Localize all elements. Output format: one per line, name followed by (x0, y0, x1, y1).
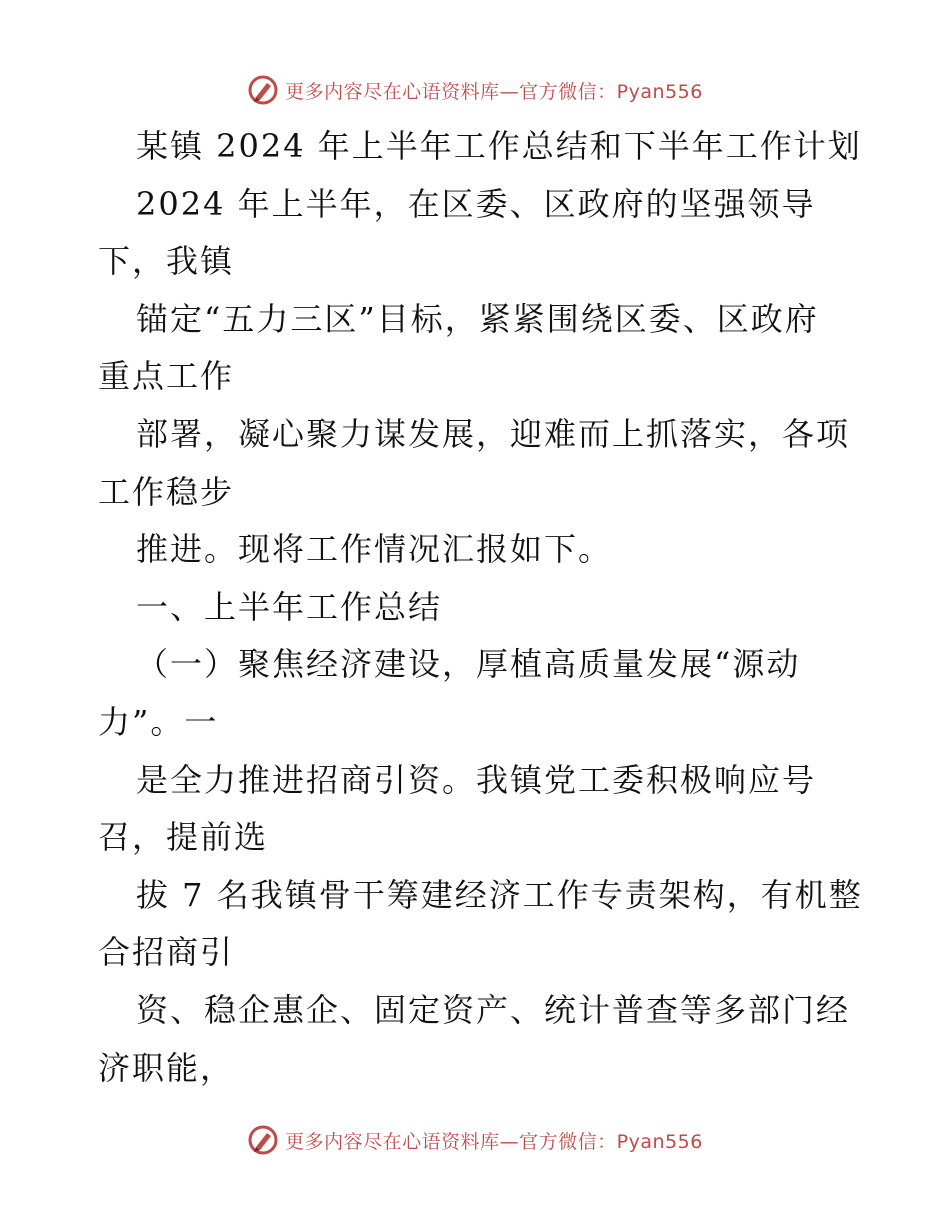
paragraph-line: 力”。一 (98, 702, 219, 741)
watermark-text: 更多内容尽在心语资料库—官方微信：Pyan556 (285, 1130, 703, 1153)
watermark-banner-top (0, 70, 950, 110)
paragraph-line: 工作稳步 (98, 472, 235, 511)
paragraph-line: 2024 年上半年，在区委、区政府的坚强领导 (136, 184, 816, 223)
paragraph-line: 锚定“五力三区”目标，紧紧围绕区委、区政府 (136, 299, 819, 338)
paragraph-line: 拔 7 名我镇骨干筹建经济工作专责架构，有机整 (136, 875, 863, 914)
paragraph-line: 济职能， (98, 1048, 235, 1087)
subsection-heading: （一）聚焦经济建设，厚植高质量发展“源动 (136, 645, 801, 684)
watermark-banner-bottom (0, 1120, 950, 1160)
paragraph-line: 是全力推进招商引资。我镇党工委积极响应号 (136, 760, 817, 799)
paragraph-line: 资、稳企惠企、固定资产、统计普查等多部门经 (136, 990, 851, 1029)
paragraph-line: 召，提前选 (98, 818, 269, 857)
paragraph-line: 部署，凝心聚力谋发展，迎难而上抓落实，各项 (136, 414, 851, 453)
pen-circle-logo-icon (247, 74, 279, 106)
pen-circle-logo-icon (247, 1124, 279, 1156)
section-heading: 一、上半年工作总结 (136, 587, 443, 626)
paragraph-line: 推进。现将工作情况汇报如下。 (136, 530, 613, 569)
paragraph-line: 重点工作 (98, 357, 235, 396)
paragraph-line: 下，我镇 (98, 242, 235, 281)
paragraph-line: 合招商引 (98, 933, 235, 972)
doc-title: 某镇 2024 年上半年工作总结和下半年工作计划 (136, 127, 862, 165)
document-body (98, 118, 863, 1097)
watermark-text: 更多内容尽在心语资料库—官方微信：Pyan556 (285, 80, 703, 103)
